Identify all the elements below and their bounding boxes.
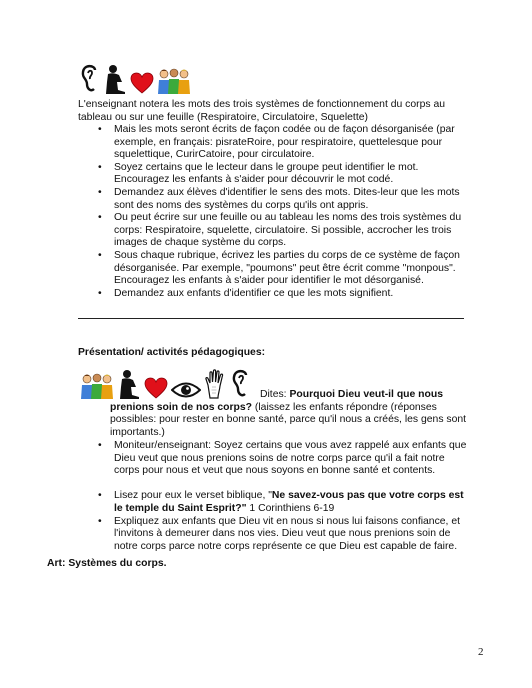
children-group-icon bbox=[157, 68, 191, 94]
list-item: • Lisez pour eux le verset biblique, "Ne savez-vous pas que votre corps est le temple du Saint Esprit?" 1 Corinthiens 6-19 bbox=[94, 490, 470, 515]
list-item: • Demandez aux élèves d'identifier le sens des mots. Dites-leur que les mots sont des noms des systèmes du corps qu'ils ont appris. bbox=[94, 187, 466, 212]
page-number: 2 bbox=[478, 646, 484, 658]
presentation-first-bullet: Dites: Pourquoi Dieu veut-il que nous prenions soin de nos corps? (laissez les enfants répondre (réponses possibles: pour rester en bonne santé, parce qu'il nous a créés, les gens sont importants.) bbox=[110, 389, 467, 438]
intro-icon-strip bbox=[80, 64, 191, 94]
list-item: • Moniteur/enseignant: Soyez certains que vous avez rappelé aux enfants que Dieu veut que nous prenions soins de notre corps parce qu'il a fait notre corps pour nous et veut que nous soyons en bonne santé et contents. bbox=[94, 440, 470, 478]
ear-icon bbox=[80, 64, 100, 94]
praying-person-icon bbox=[103, 64, 127, 94]
list-item: • Demandez aux enfants d'identifier ce que les mots signifient. bbox=[94, 288, 466, 301]
list-item: • Ou peut écrire sur une feuille ou au tableau les noms des trois systèmes du corps: Respiratoire, squelette, circulatoire. Si possible, accrocher les trois images de chaque système du corps. bbox=[94, 212, 466, 250]
list-item: • Sous chaque rubrique, écrivez les parties du corps de ce système de façon désorganisée. Par exemple, "poumons" peut être écrit comme "monpous". Encouragez les enfants à s'aider pour identifier le mot désorganisé. bbox=[94, 250, 466, 288]
list-item: • Soyez certains que le lecteur dans le groupe peut identifier le mot. Encouragez les enfants à s'aider pour découvrir le mot codé. bbox=[94, 162, 466, 187]
presentation-bullet-list bbox=[94, 440, 470, 553]
intro-paragraph: L'enseignant notera les mots des trois systèmes de fonctionnement du corps au tableau ou sur une feuille (Respiratoire, Circulatoire, Squelette) bbox=[78, 99, 446, 123]
art-heading: Art: Systèmes du corps. bbox=[47, 558, 167, 569]
section-divider bbox=[78, 318, 464, 319]
heart-icon bbox=[130, 72, 154, 94]
list-item: • Expliquez aux enfants que Dieu vit en nous si nous lui faisons confiance, et l'invitons à demeurer dans nos vies. Dieu veut que nous prenions soin de notre corps parce notre corps représente ce que Dieu est capable de faire. bbox=[94, 516, 470, 554]
children-group-icon bbox=[80, 373, 114, 399]
intro-bullet-list bbox=[94, 124, 466, 300]
presentation-heading: Présentation/ activités pédagogiques: bbox=[78, 347, 266, 358]
list-item: • Mais les mots seront écrits de façon codée ou de façon désorganisée (par exemple, en français: pisrateRoire, pour respiratoire, quettelesque pour squelettique, CurirCatoire, pour circulatoire. bbox=[94, 124, 466, 162]
